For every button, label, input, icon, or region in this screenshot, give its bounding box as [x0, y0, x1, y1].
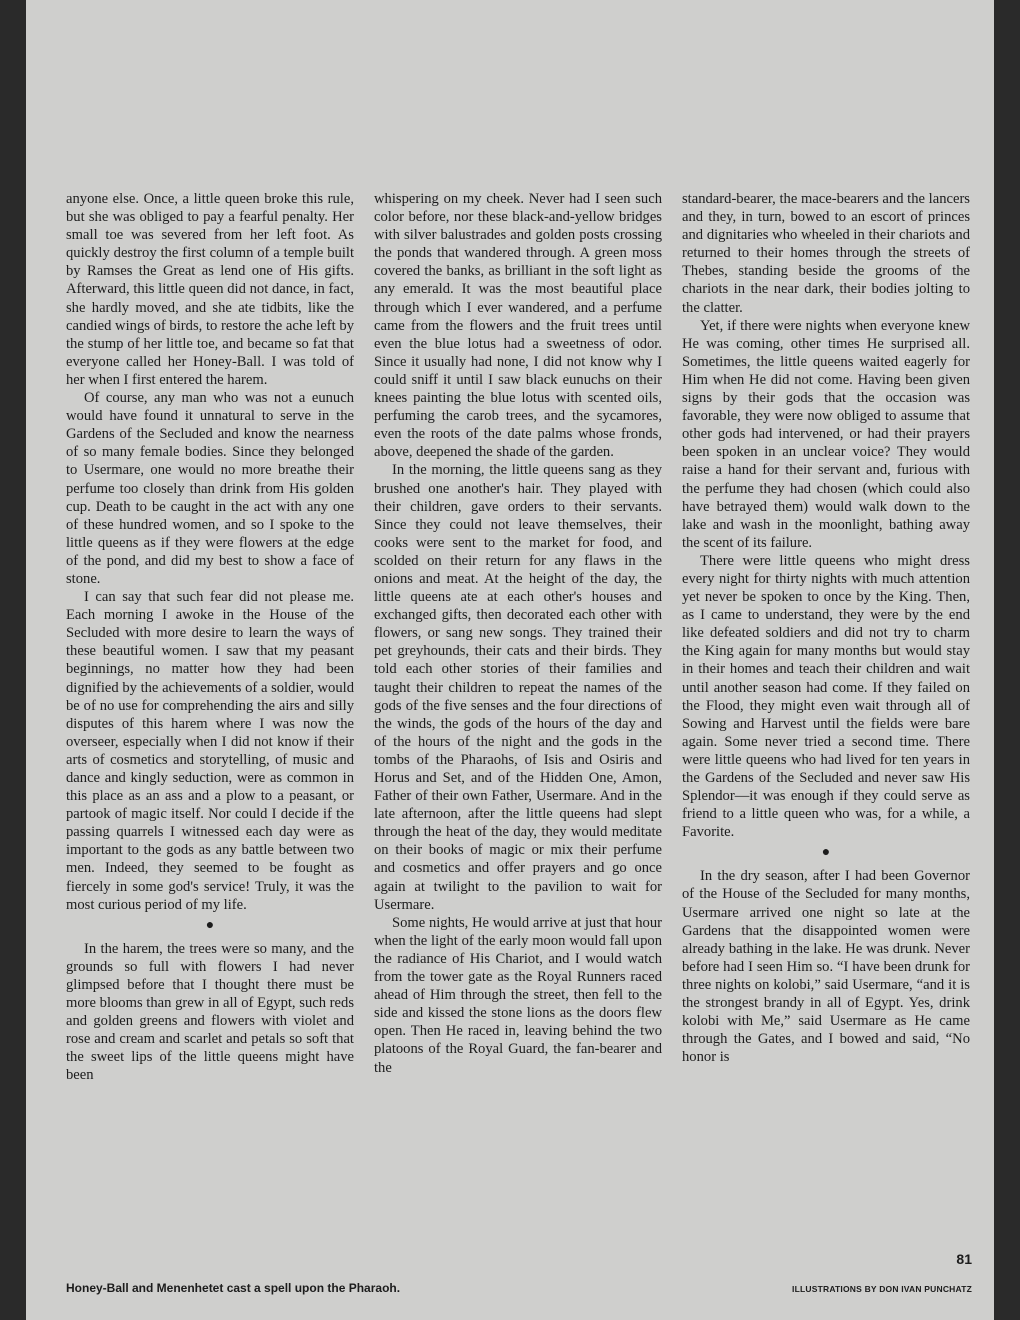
- paragraph: anyone else. Once, a little queen broke this rule, but she was obliged to pay a fearful penalty. Her small toe was severed from her left foot. As quickly destroy the first column of a temple built by Ramses the Great as lend one of His gifts. Afterward, this little queen did not dance, in fact, she hardly moved, and she ate tidbits, like the candied wings of birds, to restore the ache left by the stump of her little toe, and became so fat that everyone called her Honey-Ball. I was told of her when I first entered the harem.: [66, 191, 354, 388]
- article-body: [66, 190, 972, 1110]
- paragraph: I can say that such fear did not please me. Each morning I awoke in the House of the Secluded with more desire to learn the ways of these beautiful women. I saw that my peasant beginnings, no matter how they had been dignified by the achievements of a soldier, would be of no use for comprehending the airs and silly disputes of this harem where I was now the overseer, especially when I did not know if their arts of cosmetics and storytelling, of music and dance and kingly seduction, were as common in this place as an ass and a plow to a peasant, or partook of magic itself. Nor could I decide if the passing quarrels I witnessed each day were as important to the gods as any battle between two men. Indeed, they seemed to be fought as fiercely in some god's service! Truly, it was the most curious period of my life.: [66, 589, 354, 913]
- paragraph: In the dry season, after I had been Governor of the House of the Secluded for many months, Usermare arrived one night so late at the Gardens that the disappointed women were already bathing in the lake. He was drunk. Never before had I seen Him so. “I have been drunk for three nights on kolobi,” said Usermare, “and it is the strongest brandy in all of Egypt. Yes, drink kolobi with Me,” said Usermare as He came through the Gates, and I bowed and said, “No honor is: [682, 868, 970, 1066]
- column-2: [374, 190, 662, 1110]
- paragraph: There were little queens who might dress every night for thirty nights with much attention yet never be spoken to once by the King. Then, as I came to understand, they were by the end like defeated soldiers and did not try to charm the King again for many months but would stay in their homes and teach their children and wait until another season had come. If they failed on the Flood, they might even wait through all of Sowing and Harvest until the fields were bare again. Some never tried a second time. There were little queens who had lived for ten years in the Gardens of the Secluded and never saw His Splendor—it was enough if they could serve as friend to a little queen who was, for a while, a Favorite.: [682, 552, 970, 841]
- paragraph: standard-bearer, the mace-bearers and the lancers and they, in turn, bowed to an escort of princes and dignitaries who wheeled in their chariots and returned to their homes through the streets of Thebes, standing beside the grooms of the chariots in the near dark, their bodies jolting to the clatter.: [682, 191, 970, 316]
- column-3: [682, 190, 970, 1110]
- paragraph: In the harem, the trees were so many, and the grounds so full with flowers I had never glimpsed before that I thought there must be more blooms than grew in all of Egypt, such reds and golden greens and flowers with violet and rose and cream and scarlet and petals so soft that the sweet lips of the little queens might have been: [66, 940, 354, 1084]
- column-1: [66, 190, 354, 1110]
- paragraph: Yet, if there were nights when everyone knew He was coming, other times He surprised all. Sometimes, the little queens waited eagerly for Him when He did not come. Having been given signs by their gods that the occasion was favorable, they were now obliged to assume that other gods had intervened, or had their prayers been spoken in an unclear voice? They would raise a hand for their servant and, furious with the perfume they had chosen (which could also have betrayed them) would walk down to the lake and wash in the moonlight, bathing away the scent of its failure.: [682, 317, 970, 551]
- section-break-bullet: ●: [205, 917, 215, 933]
- paragraph: whispering on my cheek. Never had I seen such color before, nor these black-and-yellow bridges with silver balustrades and golden posts crossing the ponds that wandered through. A green moss covered the banks, as brilliant in the soft light as any emerald. It was the most beautiful place through which I ever wandered, and a perfume came from the flowers and the fruit trees until even the blue lotus had a sweetness of odor. Since it usually had none, I did not know why I could sniff it until I saw black eunuchs on their knees painting the blue lotus with scented oils, perfuming the carob trees, and the sycamores, even the roots of the date palms whose fronds, above, deepened the shade of the garden.: [374, 191, 662, 461]
- illustration-credit: ILLUSTRATIONS BY DON IVAN PUNCHATZ: [792, 1284, 972, 1294]
- magazine-page: [26, 0, 994, 1320]
- section-break-bullet: ●: [821, 845, 831, 861]
- paragraph: Some nights, He would arrive at just that hour when the light of the early moon would fall upon the radiance of His Chariot, and I would watch from the tower gate as the Royal Runners raced ahead of Him through the street, then fell to the side and kissed the stone lions as the doors flew open. Then He raced in, leaving behind the two platoons of the Royal Guard, the fan-bearer and the: [374, 914, 662, 1076]
- paragraph: Of course, any man who was not a eunuch would have found it unnatural to serve in the Gardens of the Secluded and know the nearness of so many female bodies. Since they belonged to Usermare, one would no more breathe their perfume too closely than drink from His golden cup. Death to be caught in the act with any one of these hundred women, and so I spoke to the little queens as if they were flowers at the edge of the pond, and did my best to show a face of stone.: [66, 390, 354, 587]
- page-number: 81: [956, 1251, 972, 1267]
- illustration-caption: Honey-Ball and Menenhetet cast a spell upon the Pharaoh.: [66, 1281, 401, 1295]
- paragraph: In the morning, the little queens sang as they brushed one another's hair. They played with their children, gave orders to their servants. Since they could not leave themselves, their cooks were sent to the market for food, and scolded on their return for any flaws in the onions and meat. At the height of the day, the little queens ate at each other's houses and exchanged gifts, then decorated each other with flowers, or sang new songs. They trained their pet greyhounds, their cats and their birds. They told each other stories of their families and taught their children to repeat the names of the gods of the five senses and the four directions of the winds, the gods of the hours of the day and of the hours of the night and the gods in the tombs of the Pharaohs, of Isis and Osiris and Horus and Set, and of the Hidden One, Amon, Father of their own Father, Usermare. And in the late afternoon, after the little queens had slept through the heat of the day, they would meditate on their books of magic or mix their perfume and cosmetics and offer prayers and go once again at twilight to the pavilion to wait for Usermare.: [374, 462, 662, 913]
